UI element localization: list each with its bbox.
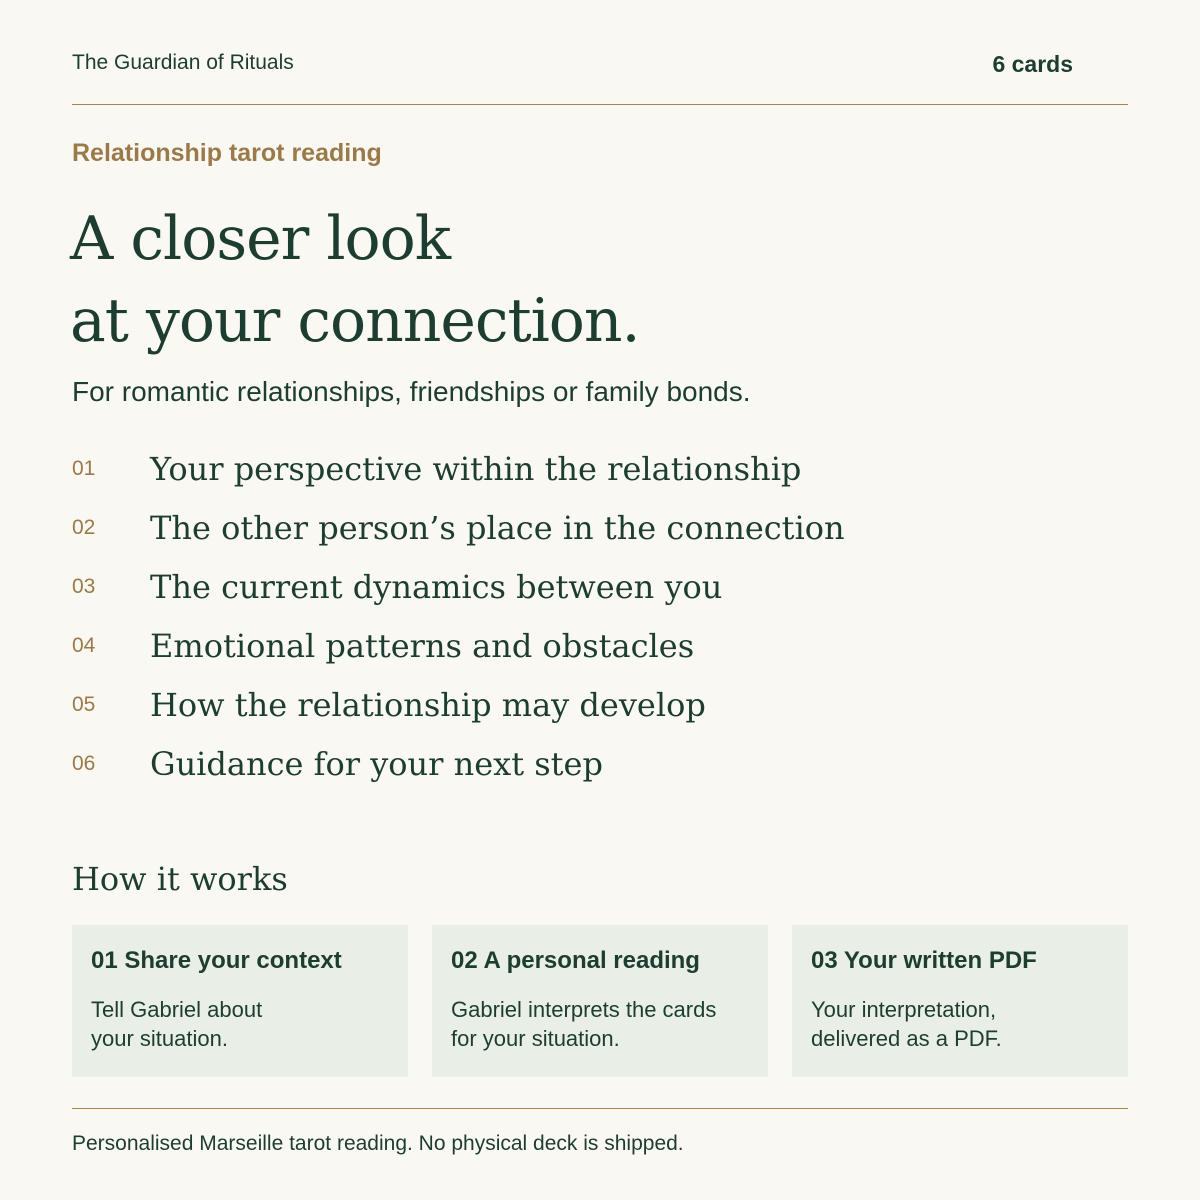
page	[72, 0, 1128, 1200]
item-number: 02	[72, 516, 96, 539]
headline-line-1: A closer look	[70, 204, 451, 274]
step-card	[792, 925, 1128, 1077]
item-number: 01	[72, 457, 96, 480]
step-description-line: delivered as a PDF.	[811, 1026, 1002, 1051]
step-title: 03 Your written PDF	[811, 947, 1037, 974]
step-description-line: Gabriel interprets the cards	[451, 997, 717, 1022]
item-text: The other person’s place in the connection	[150, 509, 845, 547]
steps-row	[72, 925, 1128, 1077]
headline-line-2: at your connection.	[70, 286, 640, 356]
subtitle: For romantic relationships, friendships or family bonds.	[72, 376, 751, 407]
footer-note: Personalised Marseille tarot reading. No physical deck is shipped.	[72, 1132, 684, 1155]
item-text: The current dynamics between you	[150, 568, 723, 606]
step-title: 02 A personal reading	[451, 947, 700, 974]
step-description-line: Tell Gabriel about	[91, 997, 263, 1022]
item-number: 05	[72, 693, 96, 716]
step-description	[451, 995, 749, 1053]
bottom-divider	[72, 1108, 1128, 1109]
item-text: Emotional patterns and obstacles	[150, 627, 695, 665]
item-text: Your perspective within the relationship	[150, 450, 802, 488]
step-title: 01 Share your context	[91, 947, 342, 974]
step-card	[432, 925, 768, 1077]
step-description-line: for your situation.	[451, 1026, 620, 1051]
step-description-line: Your interpretation,	[811, 997, 997, 1022]
step-description	[811, 995, 1109, 1053]
item-number: 06	[72, 752, 96, 775]
step-description-line: your situation.	[91, 1026, 228, 1051]
step-card	[72, 925, 408, 1077]
header	[72, 48, 1128, 78]
item-text: How the relationship may develop	[150, 686, 706, 724]
item-number: 03	[72, 575, 96, 598]
how-it-works-title: How it works	[72, 860, 288, 898]
eyebrow: Relationship tarot reading	[72, 139, 382, 167]
item-text: Guidance for your next step	[150, 745, 603, 783]
card-count: 6 cards	[992, 51, 1073, 77]
step-description	[91, 995, 389, 1053]
headline	[70, 198, 640, 362]
item-number: 04	[72, 634, 96, 657]
brand-name: The Guardian of Rituals	[72, 51, 294, 74]
top-divider	[72, 104, 1128, 105]
